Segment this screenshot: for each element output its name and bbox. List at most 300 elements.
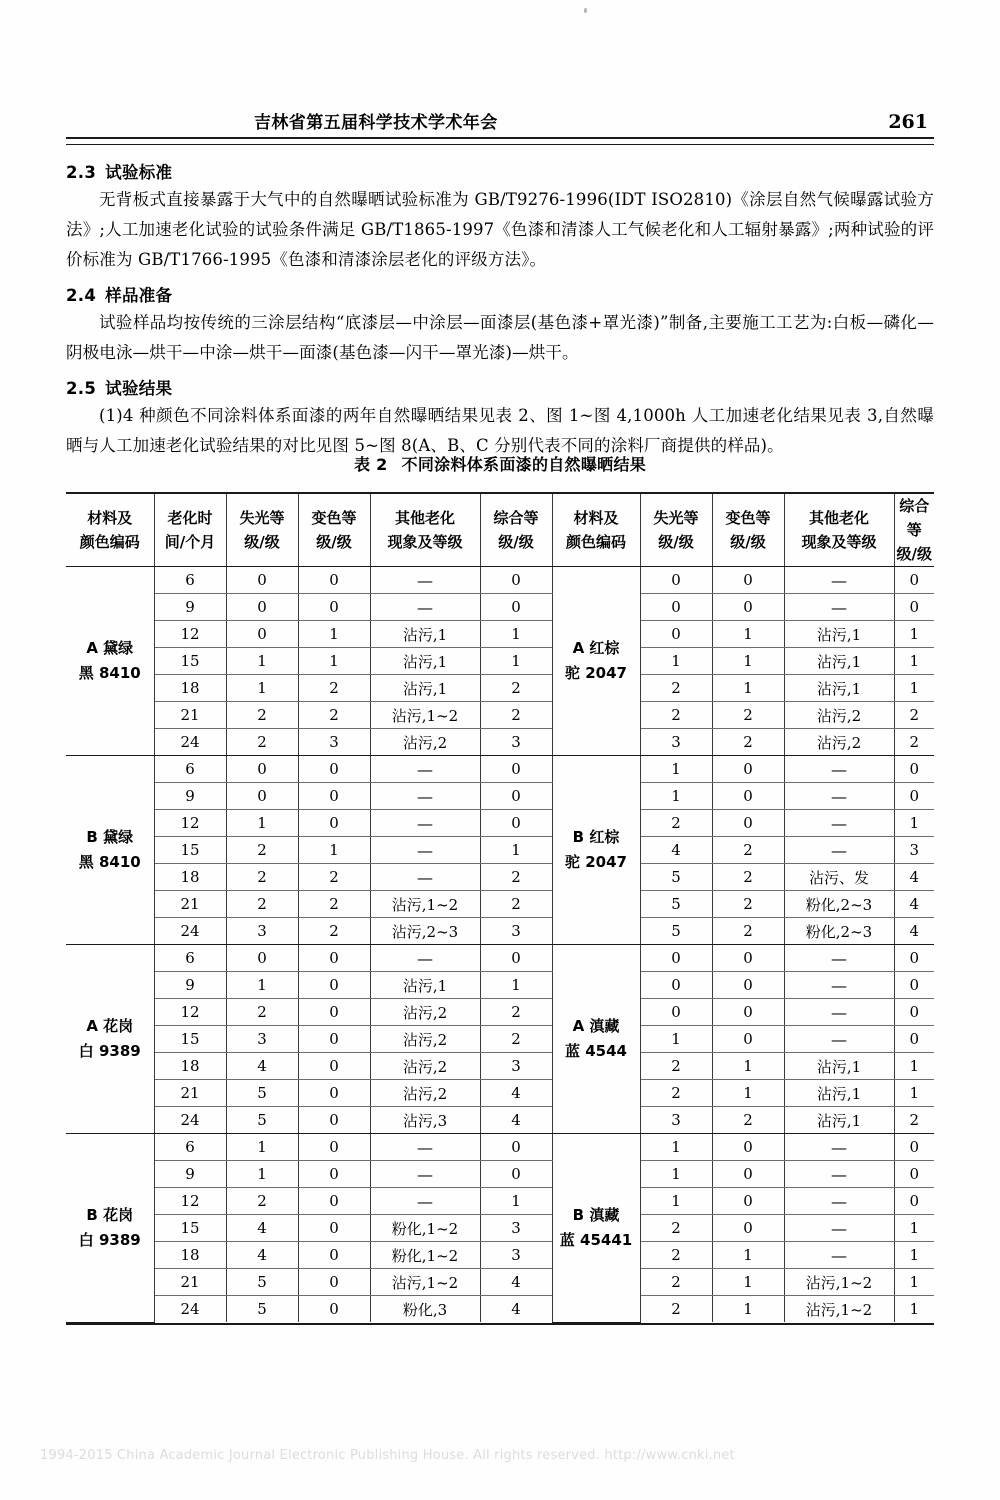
cell-gloss-left: 1	[226, 648, 298, 675]
material-label-left: B 花岗 白 9389	[66, 1134, 154, 1323]
cell-other-left: 粉化,1~2	[370, 1215, 480, 1242]
cell-other-left: 沾污,1	[370, 648, 480, 675]
cell-gloss-left: 3	[226, 918, 298, 945]
table-header	[66, 494, 934, 567]
cell-other-right: —	[784, 594, 894, 621]
cell-color-right: 0	[712, 594, 784, 621]
cell-other-left: 沾污,2	[370, 729, 480, 756]
cell-overall-left: 0	[480, 1161, 552, 1188]
table-row	[66, 756, 934, 783]
cell-color-left: 2	[298, 702, 370, 729]
cell-color-left: 0	[298, 999, 370, 1026]
table-row	[66, 972, 934, 999]
cell-other-right: 沾污,1~2	[784, 1296, 894, 1323]
cell-other-right: 沾污,1~2	[784, 1269, 894, 1296]
cell-overall-right: 2	[894, 1107, 934, 1134]
cell-gloss-left: 1	[226, 1134, 298, 1161]
cell-other-right: —	[784, 1215, 894, 1242]
section-number: 2.3	[66, 163, 97, 182]
cell-gloss-left: 2	[226, 999, 298, 1026]
cell-overall-left: 0	[480, 783, 552, 810]
cell-aging-time: 6	[154, 567, 226, 594]
cell-overall-right: 0	[894, 756, 934, 783]
table-bottom-rule	[66, 1323, 934, 1325]
cell-gloss-left: 1	[226, 972, 298, 999]
cell-aging-time: 24	[154, 1296, 226, 1323]
cell-color-right: 2	[712, 891, 784, 918]
cell-other-left: —	[370, 1188, 480, 1215]
cell-aging-time: 18	[154, 1242, 226, 1269]
cell-color-left: 0	[298, 972, 370, 999]
cell-color-left: 0	[298, 783, 370, 810]
cell-overall-left: 2	[480, 864, 552, 891]
cell-aging-time: 15	[154, 648, 226, 675]
cell-color-left: 2	[298, 675, 370, 702]
table-row	[66, 864, 934, 891]
cell-overall-right: 1	[894, 1215, 934, 1242]
cell-overall-right: 1	[894, 648, 934, 675]
cell-other-right: —	[784, 1242, 894, 1269]
section-title: 试验结果	[105, 379, 173, 398]
section-heading-2-3	[66, 159, 934, 183]
cell-aging-time: 12	[154, 621, 226, 648]
cell-color-right: 1	[712, 1296, 784, 1323]
cell-overall-right: 1	[894, 810, 934, 837]
cell-color-left: 0	[298, 567, 370, 594]
cell-overall-right: 1	[894, 1080, 934, 1107]
cell-gloss-left: 5	[226, 1296, 298, 1323]
table-row	[66, 702, 934, 729]
cell-gloss-right: 0	[640, 594, 712, 621]
cell-other-right: —	[784, 567, 894, 594]
cell-overall-left: 1	[480, 1188, 552, 1215]
cnki-copyright-footer: 1994-2015 China Academic Journal Electronic Publishing House. All rights reserved. http://www.cnki.net	[40, 1448, 735, 1463]
cell-overall-right: 1	[894, 675, 934, 702]
table-row	[66, 918, 934, 945]
cell-overall-left: 1	[480, 837, 552, 864]
cell-other-left: 沾污,2	[370, 1026, 480, 1053]
table-row	[66, 1026, 934, 1053]
cell-color-left: 0	[298, 1296, 370, 1323]
cell-overall-left: 4	[480, 1080, 552, 1107]
cell-aging-time: 21	[154, 1080, 226, 1107]
table-row	[66, 1242, 934, 1269]
cell-overall-right: 0	[894, 783, 934, 810]
table-row	[66, 1107, 934, 1134]
table-caption	[0, 452, 1000, 475]
cell-gloss-right: 2	[640, 810, 712, 837]
cell-other-right: —	[784, 1188, 894, 1215]
cell-gloss-right: 5	[640, 864, 712, 891]
cell-other-left: —	[370, 594, 480, 621]
cell-overall-right: 1	[894, 1053, 934, 1080]
cell-color-right: 0	[712, 972, 784, 999]
cell-other-right: —	[784, 945, 894, 972]
section-heading-2-4	[66, 282, 934, 306]
page-number: 261	[888, 111, 928, 133]
cell-aging-time: 12	[154, 1188, 226, 1215]
cell-gloss-right: 5	[640, 891, 712, 918]
col-aging-time: 老化时 间/个月	[154, 494, 226, 567]
cell-color-right: 1	[712, 1080, 784, 1107]
cell-gloss-right: 1	[640, 756, 712, 783]
cell-aging-time: 9	[154, 1161, 226, 1188]
table-row	[66, 1188, 934, 1215]
cell-other-left: 沾污,2	[370, 1053, 480, 1080]
cell-other-left: 沾污,2	[370, 999, 480, 1026]
cell-color-right: 2	[712, 702, 784, 729]
cell-color-right: 0	[712, 1188, 784, 1215]
cell-other-left: —	[370, 810, 480, 837]
cell-overall-right: 2	[894, 702, 934, 729]
cell-overall-right: 3	[894, 837, 934, 864]
material-label-left: B 黛绿 黑 8410	[66, 756, 154, 945]
cell-gloss-left: 0	[226, 783, 298, 810]
cell-other-right: —	[784, 1026, 894, 1053]
cell-gloss-left: 0	[226, 567, 298, 594]
cell-other-left: 沾污,2~3	[370, 918, 480, 945]
cell-overall-right: 0	[894, 1188, 934, 1215]
cell-color-right: 1	[712, 675, 784, 702]
cell-other-right: 沾污,2	[784, 702, 894, 729]
cell-gloss-left: 4	[226, 1215, 298, 1242]
cell-gloss-right: 1	[640, 1134, 712, 1161]
table-row	[66, 729, 934, 756]
cell-gloss-left: 1	[226, 810, 298, 837]
cell-other-left: —	[370, 864, 480, 891]
results-table-wrapper	[66, 492, 934, 1325]
cell-gloss-left: 2	[226, 729, 298, 756]
cell-color-left: 2	[298, 864, 370, 891]
table-row	[66, 648, 934, 675]
cell-aging-time: 18	[154, 675, 226, 702]
cell-color-right: 2	[712, 864, 784, 891]
material-label-right: B 红棕 驼 2047	[552, 756, 640, 945]
cell-other-right: —	[784, 1134, 894, 1161]
col-gloss-left: 失光等 级/级	[226, 494, 298, 567]
table-caption-number: 表 2	[353, 455, 388, 474]
table-body	[66, 567, 934, 1323]
cell-overall-left: 0	[480, 810, 552, 837]
cell-gloss-right: 1	[640, 1161, 712, 1188]
cell-other-left: 粉化,3	[370, 1296, 480, 1323]
cell-overall-left: 0	[480, 594, 552, 621]
cell-gloss-left: 5	[226, 1269, 298, 1296]
cell-overall-right: 0	[894, 945, 934, 972]
cell-other-right: 沾污,1	[784, 1107, 894, 1134]
table-row	[66, 1269, 934, 1296]
running-head-title: 吉林省第五届科学技术学术年会	[254, 113, 498, 133]
cell-color-left: 0	[298, 1215, 370, 1242]
table-row	[66, 675, 934, 702]
cell-color-left: 0	[298, 1026, 370, 1053]
col-other-left: 其他老化 现象及等级	[370, 494, 480, 567]
cell-gloss-right: 2	[640, 1080, 712, 1107]
cell-color-left: 0	[298, 594, 370, 621]
cell-other-left: 沾污,1~2	[370, 891, 480, 918]
cell-color-left: 3	[298, 729, 370, 756]
cell-other-right: 沾污、发	[784, 864, 894, 891]
table-row	[66, 1161, 934, 1188]
cell-color-left: 0	[298, 1107, 370, 1134]
cell-other-right: 粉化,2~3	[784, 918, 894, 945]
cell-overall-left: 3	[480, 1053, 552, 1080]
section-title: 试验标准	[105, 163, 173, 182]
cell-color-right: 0	[712, 1161, 784, 1188]
cell-gloss-left: 1	[226, 675, 298, 702]
cell-gloss-right: 2	[640, 1296, 712, 1323]
cell-overall-right: 0	[894, 972, 934, 999]
cell-overall-right: 0	[894, 1134, 934, 1161]
cell-gloss-left: 0	[226, 756, 298, 783]
col-overall-left: 综合等 级/级	[480, 494, 552, 567]
cell-other-right: —	[784, 972, 894, 999]
cell-overall-left: 0	[480, 1134, 552, 1161]
cell-overall-right: 1	[894, 1269, 934, 1296]
cell-other-left: —	[370, 756, 480, 783]
cell-color-right: 0	[712, 945, 784, 972]
table-row	[66, 891, 934, 918]
table-row	[66, 945, 934, 972]
cell-color-right: 1	[712, 621, 784, 648]
cell-gloss-right: 2	[640, 1269, 712, 1296]
cell-overall-left: 0	[480, 567, 552, 594]
cell-gloss-left: 0	[226, 594, 298, 621]
cell-color-left: 0	[298, 1080, 370, 1107]
col-gloss-right: 失光等 级/级	[640, 494, 712, 567]
cell-gloss-right: 1	[640, 1188, 712, 1215]
cell-aging-time: 24	[154, 729, 226, 756]
cell-gloss-right: 0	[640, 567, 712, 594]
cell-gloss-left: 2	[226, 1188, 298, 1215]
cell-overall-left: 1	[480, 972, 552, 999]
cell-other-right: 沾污,1	[784, 621, 894, 648]
cell-other-left: 沾污,1~2	[370, 702, 480, 729]
cell-overall-right: 2	[894, 729, 934, 756]
section-heading-2-5	[66, 375, 934, 399]
cell-aging-time: 24	[154, 918, 226, 945]
cell-overall-left: 2	[480, 999, 552, 1026]
cell-overall-left: 3	[480, 729, 552, 756]
cell-other-left: —	[370, 783, 480, 810]
cell-other-left: —	[370, 1134, 480, 1161]
section-paragraph-2-5: (1)4 种颜色不同涂料体系面漆的两年自然曝晒结果见表 2、图 1~图 4,1000h 人工加速老化结果见表 3,自然曝晒与人工加速老化试验结果的对比见图 5~图 8(A、B、C 分别代表不同的涂料厂商提供的样品)。	[66, 406, 934, 455]
cell-color-right: 0	[712, 999, 784, 1026]
cell-aging-time: 12	[154, 999, 226, 1026]
cell-overall-left: 0	[480, 945, 552, 972]
cell-color-left: 2	[298, 891, 370, 918]
cell-other-right: 沾污,1	[784, 1080, 894, 1107]
cell-overall-left: 0	[480, 756, 552, 783]
cell-overall-right: 1	[894, 1296, 934, 1323]
cell-gloss-right: 2	[640, 1053, 712, 1080]
cell-aging-time: 21	[154, 891, 226, 918]
cell-other-left: 沾污,2	[370, 1080, 480, 1107]
running-head	[72, 108, 928, 133]
cell-overall-left: 4	[480, 1296, 552, 1323]
cell-overall-left: 1	[480, 648, 552, 675]
cell-aging-time: 9	[154, 972, 226, 999]
cell-color-left: 1	[298, 621, 370, 648]
cell-overall-left: 3	[480, 918, 552, 945]
cell-other-right: 沾污,1	[784, 675, 894, 702]
cell-color-right: 2	[712, 1107, 784, 1134]
cell-gloss-left: 2	[226, 837, 298, 864]
col-color-right: 变色等 级/级	[712, 494, 784, 567]
cell-overall-right: 0	[894, 1026, 934, 1053]
section-title: 样品准备	[105, 286, 173, 305]
header-rule	[66, 137, 934, 145]
cell-color-right: 1	[712, 1269, 784, 1296]
cell-gloss-right: 1	[640, 783, 712, 810]
cell-color-right: 1	[712, 1053, 784, 1080]
natural-exposure-results-table	[66, 494, 934, 1323]
table-row	[66, 783, 934, 810]
cell-overall-left: 4	[480, 1269, 552, 1296]
cell-gloss-right: 0	[640, 621, 712, 648]
table-row	[66, 1296, 934, 1323]
cell-other-right: 粉化,2~3	[784, 891, 894, 918]
cell-color-right: 0	[712, 1134, 784, 1161]
cell-color-right: 0	[712, 1215, 784, 1242]
scan-artifact-speck	[584, 8, 587, 13]
cell-other-left: 沾污,3	[370, 1107, 480, 1134]
cell-color-left: 0	[298, 1161, 370, 1188]
cell-other-left: —	[370, 1161, 480, 1188]
cell-other-left: 粉化,1~2	[370, 1242, 480, 1269]
cell-aging-time: 15	[154, 1026, 226, 1053]
cell-other-right: 沾污,1	[784, 648, 894, 675]
cell-color-left: 0	[298, 810, 370, 837]
section-number: 2.5	[66, 379, 97, 398]
cell-aging-time: 6	[154, 945, 226, 972]
cell-gloss-right: 5	[640, 918, 712, 945]
cell-color-left: 0	[298, 1188, 370, 1215]
col-color-left: 变色等 级/级	[298, 494, 370, 567]
cell-gloss-right: 2	[640, 702, 712, 729]
cell-color-left: 2	[298, 918, 370, 945]
cell-gloss-right: 2	[640, 675, 712, 702]
cell-overall-right: 4	[894, 891, 934, 918]
cell-gloss-right: 0	[640, 972, 712, 999]
cell-gloss-right: 1	[640, 1026, 712, 1053]
cell-other-right: —	[784, 1161, 894, 1188]
cell-aging-time: 9	[154, 783, 226, 810]
cell-overall-left: 4	[480, 1107, 552, 1134]
cell-gloss-left: 0	[226, 621, 298, 648]
cell-other-left: 沾污,1~2	[370, 1269, 480, 1296]
cell-overall-right: 0	[894, 1161, 934, 1188]
cell-other-left: 沾污,1	[370, 972, 480, 999]
cell-color-left: 0	[298, 1053, 370, 1080]
cell-other-right: —	[784, 756, 894, 783]
cell-overall-left: 2	[480, 1026, 552, 1053]
cell-color-right: 0	[712, 810, 784, 837]
material-label-right: A 红棕 驼 2047	[552, 567, 640, 756]
cell-overall-left: 1	[480, 621, 552, 648]
material-label-left: A 黛绿 黑 8410	[66, 567, 154, 756]
cell-gloss-left: 4	[226, 1242, 298, 1269]
cell-overall-right: 0	[894, 999, 934, 1026]
cell-gloss-right: 1	[640, 648, 712, 675]
cell-color-left: 0	[298, 1134, 370, 1161]
cell-gloss-left: 1	[226, 1161, 298, 1188]
col-material-right: 材料及 颜色编码	[552, 494, 640, 567]
cell-aging-time: 18	[154, 864, 226, 891]
cell-color-left: 1	[298, 648, 370, 675]
cell-gloss-right: 4	[640, 837, 712, 864]
cell-gloss-left: 4	[226, 1053, 298, 1080]
cell-gloss-left: 5	[226, 1080, 298, 1107]
cell-aging-time: 12	[154, 810, 226, 837]
material-label-right: B 滇藏 蓝 45441	[552, 1134, 640, 1323]
cell-overall-right: 1	[894, 1242, 934, 1269]
cell-overall-left: 2	[480, 702, 552, 729]
cell-color-right: 0	[712, 567, 784, 594]
cell-other-right: —	[784, 783, 894, 810]
cell-other-left: 沾污,1	[370, 675, 480, 702]
cell-gloss-right: 3	[640, 729, 712, 756]
table-row	[66, 1215, 934, 1242]
cell-gloss-right: 3	[640, 1107, 712, 1134]
table-row	[66, 567, 934, 594]
cell-color-right: 1	[712, 648, 784, 675]
section-paragraph-2-4: 试验样品均按传统的三涂层结构“底漆层—中涂层—面漆层(基色漆+罩光漆)”制备,主要施工工艺为:白板—磷化—阴极电泳—烘干—中涂—烘干—面漆(基色漆—闪干—罩光漆)—烘干。	[66, 313, 934, 362]
section-paragraph-2-3: 无背板式直接暴露于大气中的自然曝晒试验标准为 GB/T9276-1996(IDT ISO2810)《涂层自然气候曝露试验方法》;人工加速老化试验的试验条件满足 GB/T1865-1997《色漆和清漆人工气候老化和人工辐射暴露》;两种试验的评价标准为 GB/T1766-1995《色漆和清漆涂层老化的评级方法》。	[66, 190, 934, 269]
cell-overall-left: 2	[480, 891, 552, 918]
cell-aging-time: 9	[154, 594, 226, 621]
material-label-left: A 花岗 白 9389	[66, 945, 154, 1134]
table-row	[66, 1134, 934, 1161]
cell-overall-right: 4	[894, 864, 934, 891]
table-row	[66, 621, 934, 648]
cell-other-left: —	[370, 837, 480, 864]
cell-color-left: 0	[298, 945, 370, 972]
table-row	[66, 810, 934, 837]
cell-color-right: 2	[712, 729, 784, 756]
cell-other-right: 沾污,1	[784, 1053, 894, 1080]
col-material-left: 材料及 颜色编码	[66, 494, 154, 567]
cell-color-right: 0	[712, 1026, 784, 1053]
cell-gloss-left: 0	[226, 945, 298, 972]
cell-other-right: 沾污,2	[784, 729, 894, 756]
cell-color-right: 1	[712, 1242, 784, 1269]
cell-aging-time: 24	[154, 1107, 226, 1134]
cell-color-right: 2	[712, 918, 784, 945]
cell-overall-left: 3	[480, 1215, 552, 1242]
cell-aging-time: 6	[154, 1134, 226, 1161]
table-row	[66, 999, 934, 1026]
material-label-right: A 滇藏 蓝 4544	[552, 945, 640, 1134]
cell-gloss-right: 2	[640, 1242, 712, 1269]
cell-color-right: 0	[712, 783, 784, 810]
table-row	[66, 594, 934, 621]
cell-gloss-left: 2	[226, 891, 298, 918]
cell-overall-left: 3	[480, 1242, 552, 1269]
cell-gloss-right: 2	[640, 1215, 712, 1242]
cell-color-left: 0	[298, 1269, 370, 1296]
table-row	[66, 1080, 934, 1107]
cell-aging-time: 15	[154, 837, 226, 864]
cell-overall-right: 0	[894, 594, 934, 621]
cell-aging-time: 15	[154, 1215, 226, 1242]
cell-other-right: —	[784, 999, 894, 1026]
cell-gloss-right: 0	[640, 999, 712, 1026]
cell-aging-time: 21	[154, 702, 226, 729]
cell-other-left: —	[370, 945, 480, 972]
cell-overall-right: 0	[894, 567, 934, 594]
cell-other-left: —	[370, 567, 480, 594]
